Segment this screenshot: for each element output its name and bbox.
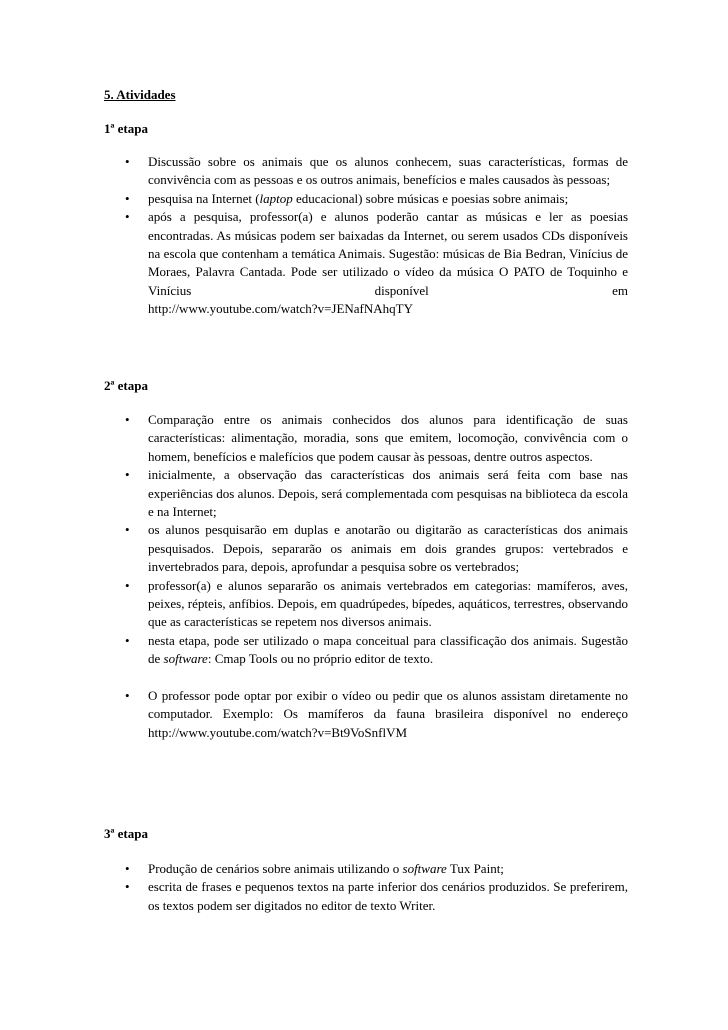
list-item: • os alunos pesquisarão em duplas e anotarão ou digitarão as características dos animais pesquisados. Depois, separarão os animais em dois grandes grupos: vertebrados e invertebrados para, depois, aprofundar a pesquisa sobre os vertebrados; <box>120 521 628 576</box>
list-item: • escrita de frases e pequenos textos na parte inferior dos cenários produzidos. Se preferirem, os textos podem ser digitados no editor de texto Writer. <box>120 878 628 915</box>
list-item: • O professor pode optar por exibir o vídeo ou pedir que os alunos assistam diretamente no computador. Exemplo: Os mamíferos da fauna brasileira disponível no endereço http://www.youtube.com/watch?v=Bt9VoSnflVM <box>120 687 628 742</box>
stage-1-title: 1ª etapa <box>104 121 148 136</box>
video-link-1[interactable]: http://www.youtube.com/watch?v=JENafNAhqTY <box>148 301 413 317</box>
stage-2-list <box>120 411 628 742</box>
list-item: • professor(a) e alunos separarão os animais vertebrados em categorias: mamíferos, aves, peixes, répteis, anfíbios. Depois, em quadrúpedes, bípedes, aquáticos, terrestres, observando que as características se repetem nos diversos animais. <box>120 577 628 632</box>
stage-1-list <box>120 153 628 319</box>
list-item: • pesquisa na Internet (laptop educacional) sobre músicas e poesias sobre animais; <box>120 190 628 208</box>
list-item: • Produção de cenários sobre animais utilizando o software Tux Paint; <box>120 860 628 878</box>
stage-2-title: 2ª etapa <box>104 378 148 393</box>
list-item: • inicialmente, a observação das características dos animais será feita com base nas experiências dos alunos. Depois, será complementada com pesquisas na biblioteca da escola e na Internet; <box>120 466 628 521</box>
list-item: • Discussão sobre os animais que os alunos conhecem, suas características, formas de convivência com as pessoas e os outros animais, benefícios e males causados às pessoas; <box>120 153 628 190</box>
list-item: • nesta etapa, pode ser utilizado o mapa conceitual para classificação dos animais. Sugestão de software: Cmap Tools ou no próprio editor de texto. <box>120 632 628 669</box>
list-item: • Comparação entre os animais conhecidos dos alunos para identificação de suas características: alimentação, moradia, sons que emitem, locomoção, convivência com o homem, benefícios e malefícios que podem causar às pessoas, dentre outros aspectos. <box>120 411 628 466</box>
stage-3-list <box>120 860 628 915</box>
stage-3-title: 3ª etapa <box>104 826 148 841</box>
list-item: • após a pesquisa, professor(a) e alunos poderão cantar as músicas e ler as poesias encontradas. As músicas podem ser baixadas da Internet, ou serem usados CDs disponíveis na escola que contenham a temática Animais. Sugestão: músicas de Bia Bedran, Vinícius de Moraes, Palavra Cantada. Pode ser utilizado o vídeo da música O PATO de Toquinho e Vinícius disponível em http://www.youtube.com/watch?v=JENafNAhqTY <box>120 208 628 318</box>
section-title: 5. Atividades <box>104 87 176 102</box>
